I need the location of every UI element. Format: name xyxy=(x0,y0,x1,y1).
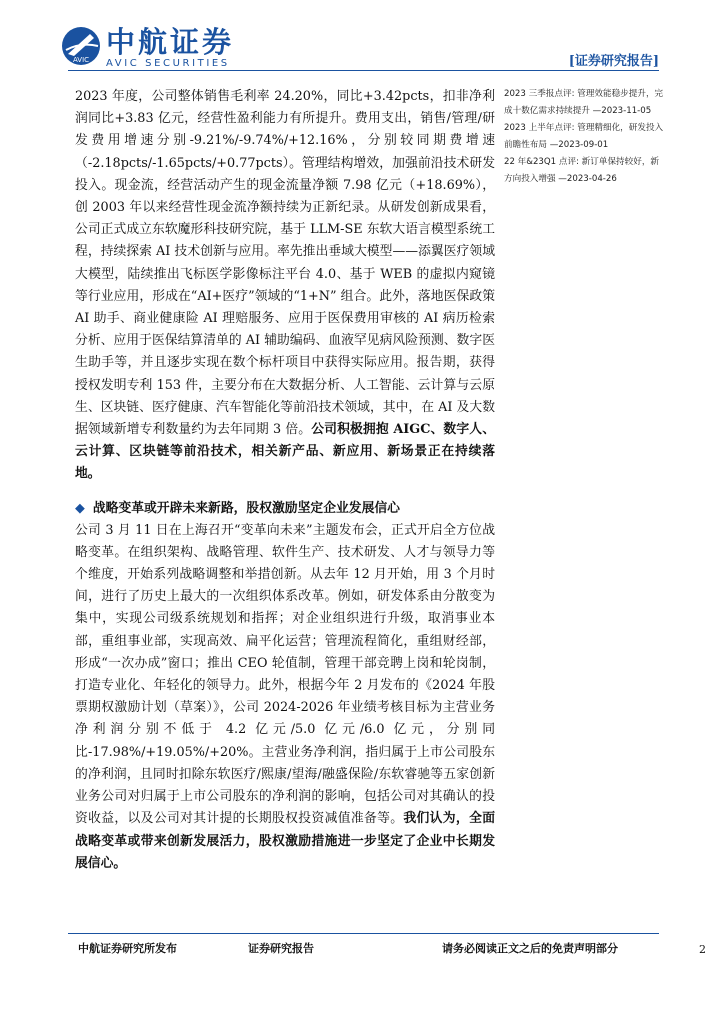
page-number: 2 xyxy=(699,943,706,956)
related-report-item[interactable]: 22 年&23Q1 点评: 新订单保持较好，新方向投入增强 —2023-04-26 xyxy=(504,157,660,184)
footer-divider xyxy=(68,933,659,934)
paragraph-financials xyxy=(75,86,495,486)
footer-publisher: 中航证券研究所发布 xyxy=(78,942,177,955)
footer-report-type: 证券研究报告 xyxy=(248,942,314,955)
logo-text-cn: 中航证券 xyxy=(106,25,235,59)
section-bullet-icon: ◆ xyxy=(75,500,85,516)
paragraph-financials-bold: 公司积极拥抱 AIGC、数字人、云计算、区块链等前沿技术，相关新产品、新应用、新场景正在持续落地。 xyxy=(75,422,496,482)
main-content xyxy=(75,86,495,875)
avic-logo-icon xyxy=(60,24,102,68)
company-logo xyxy=(60,20,260,72)
related-report-item[interactable]: 2023 上半年点评: 管理精细化，研发投入前瞻性布局 —2023-09-01 xyxy=(504,123,664,150)
section-title: 战略变革或开辟未来新路，股权激励坚定企业发展信心 xyxy=(92,500,400,516)
related-reports xyxy=(504,86,664,188)
footer-disclaimer: 请务必阅读正文之后的免责声明部分 xyxy=(442,942,618,955)
header-divider xyxy=(68,70,659,71)
paragraph-strategy xyxy=(75,520,495,875)
related-report-item[interactable]: 2023 三季报点评: 管理效能稳步提升，完成十数亿需求持续提升 —2023-11-05 xyxy=(504,89,664,116)
logo-badge-text: AVIC xyxy=(72,56,90,64)
report-type-tag: [证券研究报告] xyxy=(568,54,659,69)
paragraph-strategy-bold: 我们认为，全面战略变革或带来创新发展活力，股权激励措施进一步坚定了企业中长期发展信心。 xyxy=(75,811,496,871)
paragraph-strategy-text: 公司 3 月 11 日在上海召开“变革向未来”主题发布会，正式开启全方位战略变革。在组织架构、战略管理、软件生产、技术研发、人才与领导力等个维度，开始系列战略调整和举措创新。从去年 12 月开始，用 3 个月时间，进行了历史上最大的一次组织体系改革。例如，研发体系由分散变为集中，实现公司级系统规划和指挥；对企业组织进行升级，取消事业本部，重组事业部，实现高效、扁平化运营；管理流程简化，重组财经部，形成“一次办成”窗口；推出 CEO 轮值制，管理干部竞聘上岗和轮岗制，打造专业化、年轻化的领导力。此外，根据今年 2 月发布的《2024 年股票期权激励计划（草案）》，公司 2024-2026 年业绩考核目标为主营业务净利润分别不低于 4.2 亿元/5.0 亿元/6.0 亿元，分别同比-17.98%/+19.05%/+20%。主营业务净利润，指归属于上市公司股东的净利润，且同时扣除东软医疗/熙康/望海/融盛保险/东软睿驰等五家创新业务公司对归属于上市公司股东的净利润的影响，包括公司对其确认的投资收益，以及公司对其计提的长期股权投资减值准备等。 xyxy=(75,522,495,827)
section-heading xyxy=(75,498,495,520)
logo-text-en: AVIC SECURITIES xyxy=(106,58,230,69)
paragraph-financials-text: 2023 年度，公司整体销售毛利率 24.20%，同比+3.42pcts，扣非净利润同比+3.83 亿元，经营性盈利能力有所提升。费用支出，销售/管理/研发费用增速分别-9.21%/-9.74%/+12.16%，分别较同期费增速（-2.18pcts/-1.65pcts/+0.77pcts）。管理结构增效，加强前沿技术研发投入。现金流，经营活动产生的现金流量净额 7.98 亿元（+18.69%），创 2003 年以来经营性现金流净额持续为正新纪录。从研发创新成果看，公司正式成立东软魔形科技研究院，基于 LLM-SE 东软大语言模型系统工程，持续探索 AI 技术创新与应用。率先推出垂域大模型——添翼医疗领域大模型，陆续推出飞标医学影像标注平台 4.0、基于 WEB 的虚拟内窥镜等行业应用，形成在“AI+医疗”领域的“1+N” 组合。此外，落地医保政策 AI 助手、商业健康险 AI 理赔服务、应用于医保费用审核的 AI 病历检索分析、应用于医保结算清单的 AI 辅助编码、血液罕见病风险预测、数字医生助手等，并且逐步实现在数个标杆项目中获得实际应用。报告期，获得授权发明专利 153 件，主要分布在大数据分析、人工智能、云计算与云原生、区块链、医疗健康、汽车智能化等前沿技术领域，其中，在 AI 及大数据领域新增专利数量约为去年同期 3 倍。 xyxy=(75,89,495,438)
